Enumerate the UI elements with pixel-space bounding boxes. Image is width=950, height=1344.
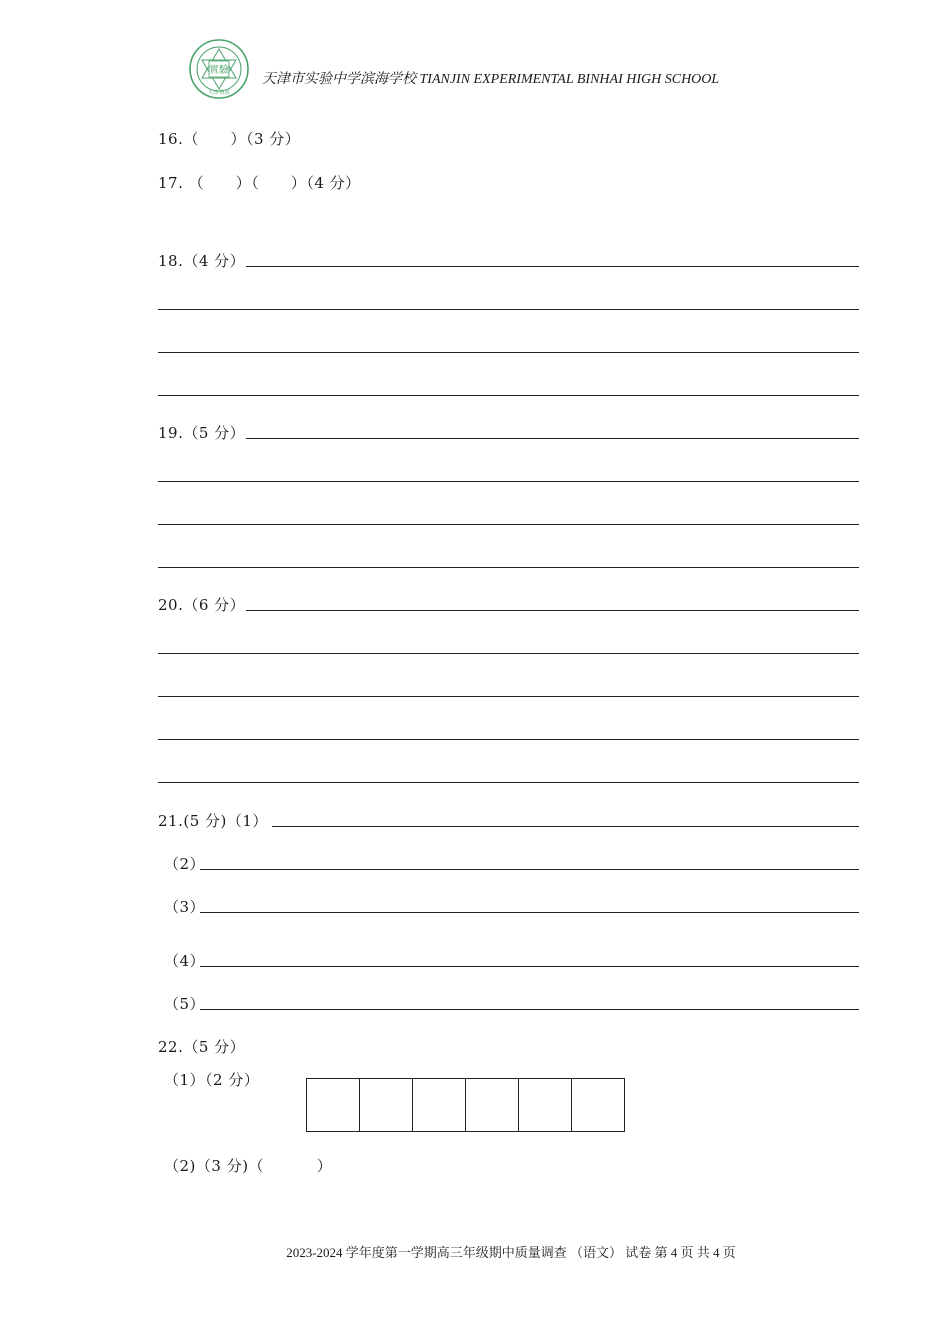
answer-line-20-2[interactable] xyxy=(158,653,859,654)
svg-text:天津·濱海: 天津·濱海 xyxy=(208,90,230,96)
answer-box-4[interactable] xyxy=(465,1078,519,1132)
answer-line-18-3[interactable] xyxy=(158,352,859,353)
school-logo xyxy=(188,38,250,100)
question-21-2-label: （2） xyxy=(164,855,206,873)
question-22-2-label: （2)（3 分)（ ） xyxy=(164,1157,333,1175)
answer-line-20-1[interactable] xyxy=(246,610,859,611)
answer-line-20-5[interactable] xyxy=(158,782,859,783)
answer-line-18-1[interactable] xyxy=(246,266,859,267)
question-22-1-label: （1）（2 分） xyxy=(164,1071,260,1089)
question-21-5-label: （5） xyxy=(164,995,206,1013)
answer-line-19-2[interactable] xyxy=(158,481,859,482)
answer-box-3[interactable] xyxy=(412,1078,466,1132)
question-21-3-label: （3） xyxy=(164,898,206,916)
question-21-label: 21.(5 分)（1） xyxy=(158,812,268,830)
svg-text:實驗: 實驗 xyxy=(209,65,229,76)
answer-box-5[interactable] xyxy=(518,1078,572,1132)
question-20-label: 20.（6 分） xyxy=(158,596,246,614)
answer-line-21-1[interactable] xyxy=(272,826,859,827)
answer-box-1[interactable] xyxy=(306,1078,360,1132)
question-18-label: 18.（4 分） xyxy=(158,252,246,270)
answer-line-19-4[interactable] xyxy=(158,567,859,568)
answer-box-2[interactable] xyxy=(359,1078,413,1132)
answer-line-18-2[interactable] xyxy=(158,309,859,310)
answer-line-20-4[interactable] xyxy=(158,739,859,740)
answer-line-20-3[interactable] xyxy=(158,696,859,697)
school-name: 天津市实验中学滨海学校 TIANJIN EXPERIMENTAL BINHAI HIGH SCHOOL xyxy=(262,72,720,87)
answer-box-6[interactable] xyxy=(571,1078,625,1132)
answer-line-21-2[interactable] xyxy=(200,869,859,870)
answer-box-grid xyxy=(306,1078,625,1132)
question-21-4-label: （4） xyxy=(164,952,206,970)
answer-line-21-5[interactable] xyxy=(200,1009,859,1010)
page-footer: 2023-2024 学年度第一学期高三年级期中质量调查 （语文） 试卷 第 4 页 共 4 页 xyxy=(286,1245,736,1260)
question-22-label: 22.（5 分） xyxy=(158,1038,246,1056)
question-19-label: 19.（5 分） xyxy=(158,424,246,442)
answer-line-19-1[interactable] xyxy=(246,438,859,439)
question-16-label: 16.（ ）（3 分） xyxy=(158,130,301,148)
answer-line-19-3[interactable] xyxy=(158,524,859,525)
answer-line-18-4[interactable] xyxy=(158,395,859,396)
question-17-label: 17. （ ）（ ）（4 分） xyxy=(158,174,361,192)
answer-line-21-3[interactable] xyxy=(200,912,859,913)
answer-line-21-4[interactable] xyxy=(200,966,859,967)
